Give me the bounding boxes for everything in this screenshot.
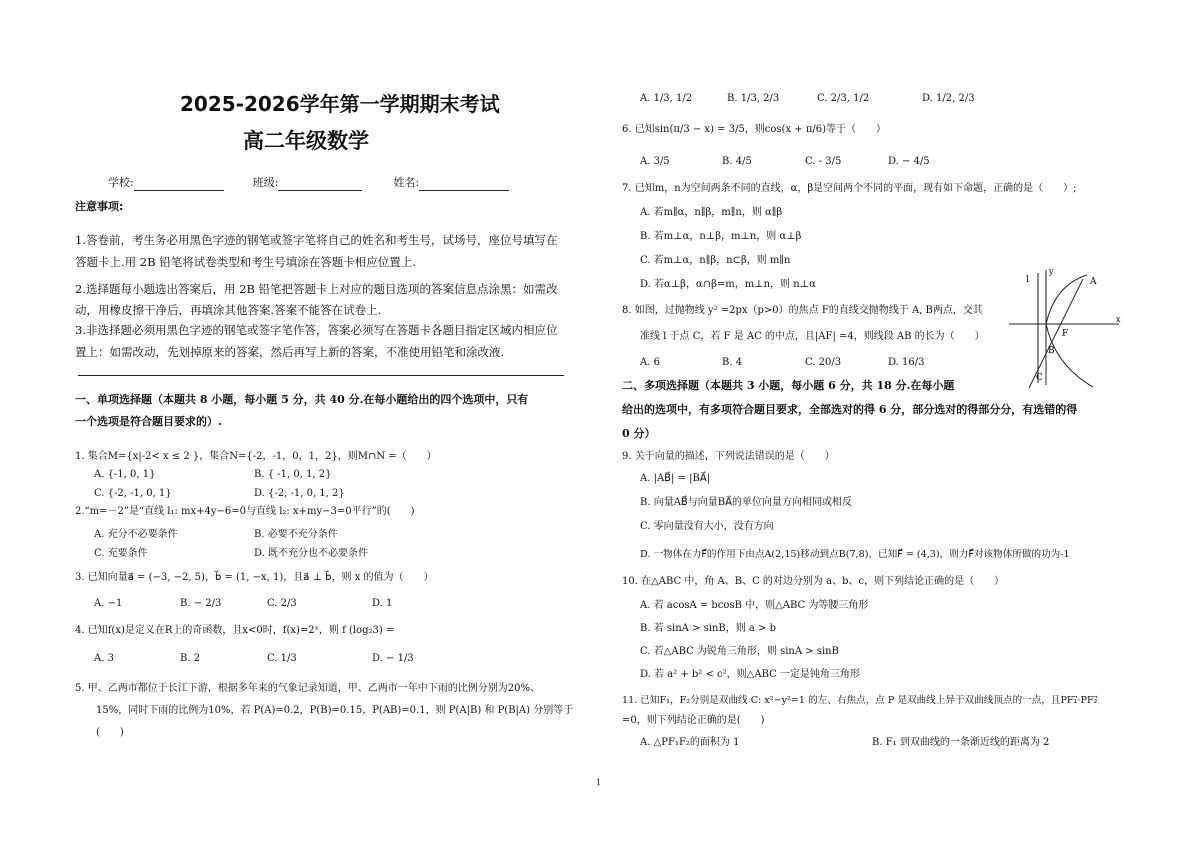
q5-option-a[interactable]: A. 1/3, 1/2 <box>640 93 693 104</box>
page-number: 1 <box>596 778 602 787</box>
q11-option-a[interactable]: A. △PF₁F₂的面积为 1 <box>640 737 740 748</box>
q2-option-d[interactable]: D. 既不充分也不必要条件 <box>254 548 369 559</box>
q5-stem-b: 15%，同时下雨的比例为10%，若 P(A)=0.2，P(B)=0.15，P(AB)=0.1，则 P(A|B) 和 P(B|A) 分别等于 <box>96 705 574 716</box>
q4-option-b[interactable]: B. 2 <box>180 653 201 664</box>
section1-line2: 一个选项是符合题目要求的）. <box>75 415 222 428</box>
divider-rule <box>78 375 564 376</box>
school-blank[interactable] <box>134 178 224 191</box>
q6-option-b[interactable]: B. 4/5 <box>722 156 752 167</box>
q10-option-c[interactable]: C. 若△ABC 为锐角三角形，则 sinA > sinB <box>640 646 839 657</box>
q5-stem-a: 5. 甲、乙两市都位于长江下游，根据多年来的气象记录知道，甲、乙两市一年中下雨的比例分别为20%、 <box>75 683 540 694</box>
q8-option-c[interactable]: C. 20/3 <box>805 357 842 368</box>
class-blank[interactable] <box>278 178 362 191</box>
q10-option-a[interactable]: A. 若 acosA = bcosB 中，则△ABC 为等腰三角形 <box>640 600 869 611</box>
q2-option-b[interactable]: B. 必要不充分条件 <box>254 529 338 540</box>
notes-heading: 注意事项: <box>75 200 124 213</box>
q8-option-d[interactable]: D. 16/3 <box>888 357 925 368</box>
q6-option-c[interactable]: C. - 3/5 <box>805 156 842 167</box>
q7-option-c[interactable]: C. 若m⊥α，n∥β，n⊂β，则 m∥n <box>640 255 791 266</box>
section1-line1: 一、单项选择题（本题共 8 小题，每小题 5 分，共 40 分.在每小题给出的四个选项中，只有 <box>75 393 529 406</box>
q6-stem: 6. 已知sin(π/3 − x) = 3/5，则cos(x + π/6)等于（ ） <box>622 124 887 135</box>
q11-stem-b: =0，则下列结论正确的是( ) <box>622 715 765 726</box>
label-b: B <box>1048 346 1055 356</box>
label-c: C <box>1036 373 1043 383</box>
q4-option-c[interactable]: C. 1/3 <box>267 653 297 664</box>
q7-option-a[interactable]: A. 若m∥α，n∥β，m∥n，则 α∥β <box>640 207 783 218</box>
q1-option-c[interactable]: C. {-2, -1, 0, 1} <box>94 488 172 499</box>
q5-option-c[interactable]: C. 2/3, 1/2 <box>817 93 870 104</box>
q9-option-c[interactable]: C. 零向量没有大小，没有方向 <box>640 521 774 532</box>
school-label: 学校: <box>108 176 134 189</box>
q11-option-b[interactable]: B. F₁ 到双曲线的一条渐近线的距离为 2 <box>872 737 1050 748</box>
q9-option-a[interactable]: A. |AB⃗| = |BA⃗| <box>640 473 711 484</box>
q11-stem-a: 11. 已知F₁，F₂分别是双曲线 C: x²−y²=1 的左、右焦点，点 P 是双曲线上异于双曲线顶点的一点，且PF₁⃗·PF₂⃗ <box>622 695 1098 706</box>
exam-subtitle: 高二年级数学 <box>243 129 369 153</box>
q5-option-b[interactable]: B. 1/3, 2/3 <box>727 93 780 104</box>
name-label: 姓名: <box>393 176 420 189</box>
note-3a: 3.非选择题必须用黑色字迹的钢笔或签字笔作答，答案必须写在答题卡各题目指定区域内相应位 <box>75 323 558 337</box>
q7-stem: 7. 已知m，n为空间两条不同的直线，α，β是空间两个不同的平面，现有如下命题，正确的是（ ）; <box>622 183 1077 194</box>
label-l: l <box>1026 275 1029 285</box>
q1-option-d[interactable]: D. {-2, -1, 0, 1, 2} <box>254 488 345 499</box>
q9-option-b[interactable]: B. 向量AB⃗与向量BA⃗的单位向量方向相同或相反 <box>640 497 852 508</box>
q4-option-d[interactable]: D. − 1/3 <box>372 653 414 664</box>
label-f: F <box>1062 329 1069 339</box>
parabola-figure <box>1005 265 1125 390</box>
q1-stem: 1. 集合M={x|-2< x ≤ 2 }，集合N={-2，-1，0，1，2}，则M∩N =（ ） <box>75 451 437 462</box>
q1-option-b[interactable]: B. { -1, 0, 1, 2} <box>254 469 332 480</box>
q4-stem: 4. 已知f(x)是定义在R上的奇函数，且x<0时，f(x)=2ˣ，则 f (log₂3) = <box>75 625 395 636</box>
q3-option-a[interactable]: A. −1 <box>94 598 123 609</box>
q10-stem: 10. 在△ABC 中，角 A、B、C 的对边分别为 a、b、c，则下列结论正确的是（ ） <box>622 576 1005 587</box>
q3-option-c[interactable]: C. 2/3 <box>267 598 297 609</box>
q8-option-b[interactable]: B. 4 <box>722 357 743 368</box>
q5-option-d[interactable]: D. 1/2, 2/3 <box>922 93 975 104</box>
q6-option-a[interactable]: A. 3/5 <box>640 156 670 167</box>
q6-option-d[interactable]: D. − 4/5 <box>888 156 930 167</box>
q10-option-b[interactable]: B. 若 sinA > sinB，则 a > b <box>640 623 777 634</box>
q2-stem: 2.“m=－2”是“直线 l₁: mx+4y−6=0与直线 l₂: x+my−3=0平行”的( ) <box>75 506 415 517</box>
q2-option-a[interactable]: A. 充分不必要条件 <box>94 529 178 540</box>
q10-option-d[interactable]: D. 若 a² + b² < c²，则△ABC 一定是钝角三角形 <box>640 669 860 680</box>
class-label: 班级: <box>252 176 279 189</box>
note-1a: 1.答卷前，考生务必用黑色字迹的钢笔或签字笔将自己的姓名和考生号，试场号，座位号填写在 <box>75 233 558 247</box>
q3-stem: 3. 已知向量a⃗ = (−3, −2, 5)，b⃗ = (1, −x, 1)，且a⃗ ⊥ b⃗，则 x 的值为（ ） <box>75 572 434 583</box>
q3-option-b[interactable]: B. − 2/3 <box>180 598 222 609</box>
q2-option-c[interactable]: C. 充要条件 <box>94 548 148 559</box>
q9-stem: 9. 关于向量的描述，下列说法错误的是（ ） <box>622 451 835 462</box>
q8-stem-a: 8. 如图，过抛物线 y² =2px（p>0）的焦点 F的直线交抛物线于 A, B两点，交其 <box>622 305 983 316</box>
section2-line1: 二、多项选择题（本题共 3 小题，每小题 6 分，共 18 分.在每小题 <box>622 379 955 392</box>
label-a: A <box>1090 277 1097 287</box>
label-x: x <box>1116 315 1121 324</box>
note-2a: 2.选择题每小题选出答案后，用 2B 铅笔把答题卡上对应的题目选项的答案信息点涂黑：如需改 <box>75 282 558 296</box>
focal-chord-line <box>1029 279 1083 388</box>
q9-option-d[interactable]: D. 一物体在力F⃗的作用下由点A(2,15)移动到点B(7,8)，已知F⃗ = (4,3)，则力F⃗对该物体所做的功为-1 <box>640 549 1070 560</box>
q7-option-d[interactable]: D. 若α⊥β，α∩β=m，m⊥n，则 n⊥α <box>640 279 816 290</box>
q5-stem-c: ( ) <box>96 727 124 738</box>
q4-option-a[interactable]: A. 3 <box>94 653 114 664</box>
q8-stem-b: 准线 l 于点 C，若 F 是 AC 的中点，且|AF| =4，则线段 AB 的长为（ ） <box>640 331 985 342</box>
q8-option-a[interactable]: A. 6 <box>640 357 660 368</box>
student-info-row <box>108 175 509 191</box>
q7-option-b[interactable]: B. 若m⊥α，n⊥β，m⊥n，则 α⊥β <box>640 231 802 242</box>
label-y: y <box>1049 267 1054 276</box>
q3-option-d[interactable]: D. 1 <box>372 598 393 609</box>
note-1b: 答题卡上.用 2B 铅笔将试卷类型和考生号填涂在答题卡相应位置上. <box>75 255 416 269</box>
exam-title: 2025-2026学年第一学期期末考试 <box>180 92 500 116</box>
section2-line3: 0 分） <box>622 427 656 440</box>
note-3b: 置上：如需改动，先划掉原来的答案，然后再写上新的答案，不准使用铅笔和涂改液. <box>75 345 505 359</box>
name-blank[interactable] <box>419 178 509 191</box>
section2-line2: 给出的选项中，有多项符合题目要求，全部选对的得 6 分，部分选对的得部分分，有选错的得 <box>622 403 1078 416</box>
note-2b: 动，用橡皮擦干净后，再填涂其他答案.答案不能答在试卷上. <box>75 303 382 317</box>
q1-option-a[interactable]: A. {-1, 0, 1} <box>94 469 156 480</box>
